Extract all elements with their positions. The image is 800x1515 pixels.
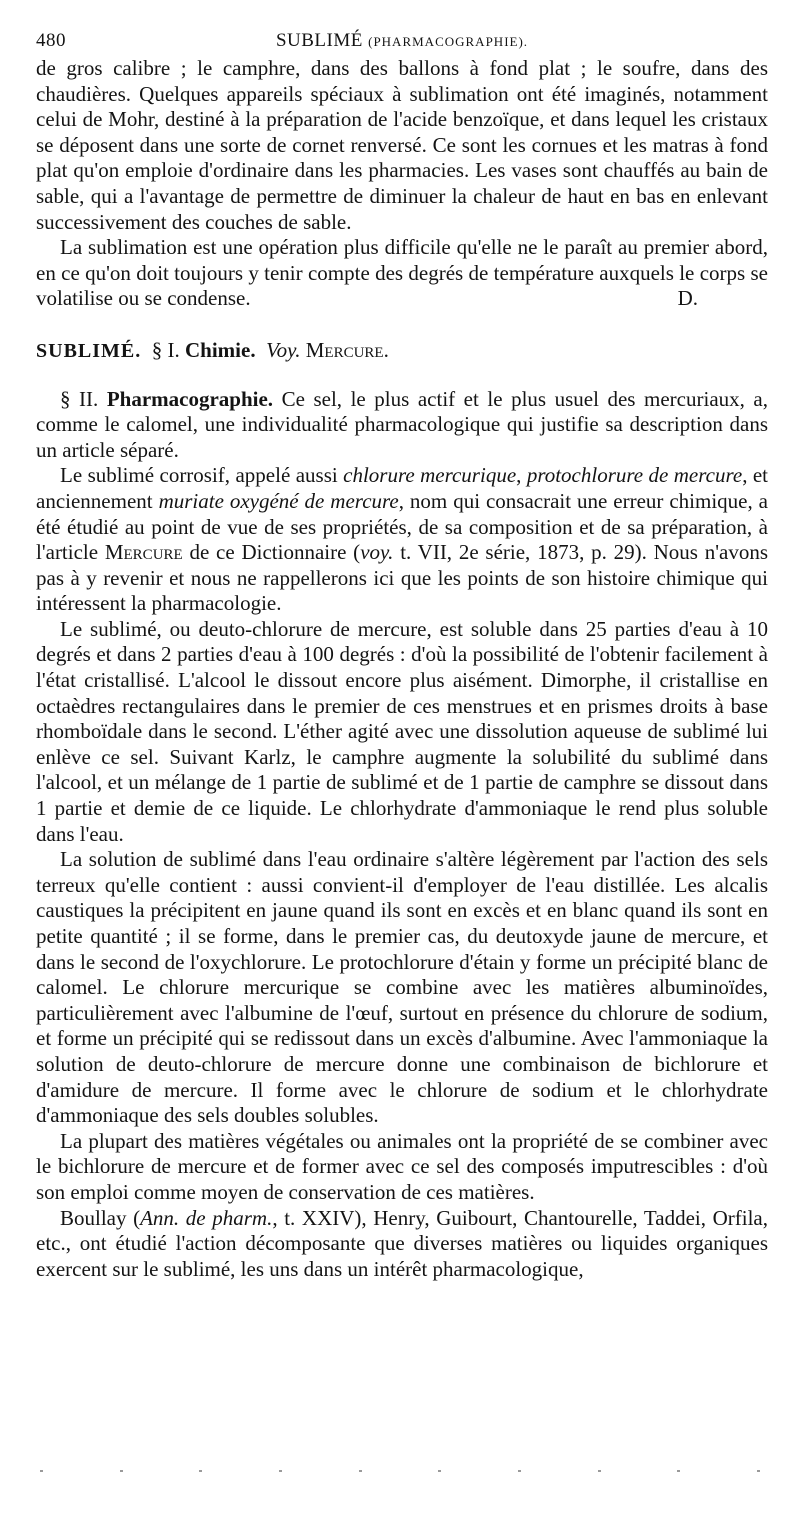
- cross-reference-target: Mercure.: [305, 337, 389, 362]
- scan-dot: [279, 1470, 282, 1472]
- section-title: Pharmacographie.: [106, 386, 274, 411]
- cross-reference-voy: Voy.: [266, 337, 301, 362]
- paragraph-text: Ce sel, le plus actif et le plus usuel des mercuriaux, a, comme le calomel, une individualité pharmacologique qui justifie sa description dans un article séparé.: [36, 386, 768, 462]
- text-run: ,: [516, 463, 522, 488]
- paragraph-text: La sublimation est une opération plus difficile qu'elle ne le paraît au premier abord, en ce qu'on doit toujours y tenir compte des degrés de température auxquels le corps se volatilise ou se condense.: [36, 235, 768, 311]
- running-title: [36, 30, 768, 53]
- scan-dot: [598, 1470, 601, 1472]
- section-number: § II.: [60, 386, 99, 411]
- author-signature: D.: [677, 286, 698, 311]
- text-run: de ce Dictionnaire (: [189, 540, 361, 565]
- section-title: Chimie.: [185, 337, 256, 362]
- running-header: [36, 30, 768, 52]
- page-number: 480: [36, 30, 66, 51]
- section-number: § I.: [151, 337, 180, 362]
- text-run: Le sublimé corrosif, appelé aussi: [60, 463, 338, 488]
- text-run: , et anciennement: [36, 463, 769, 513]
- scan-dot: [438, 1470, 441, 1472]
- footer-scan-marks: [40, 1468, 760, 1474]
- paragraph-solution-reactions: La solution de sublimé dans l'eau ordinaire s'altère légèrement par l'action des sels terreux qu'elle contient : aussi convient-il d'employer de l'eau distillée. Les alcalis caustiques la précipitent en jaune quand ils sont en excès et en blanc quand ils sont en petite quantité ; il se forme, dans le premier cas, du deutoxyde jaune de mercure, et dans le second de l'oxychlorure. Le protochlorure d'étain y forme un précipité blanc de calomel. Le chlorure mercurique se combine avec les matières albuminoïdes, particulièrement avec l'albumine de l'œuf, surtout en présence du chlorure de sodium, et forme un précipité qui se redissout dans un excès d'albumine. Avec l'ammoniaque la solution de deuto-chlorure de mercure donne une combinaison de bichlorure et d'amidure de mercure. Il forme avec le chlorure de sodium et le chlorhydrate d'ammoniaque des sels doubles solubles.: [36, 847, 768, 1128]
- scan-dot: [199, 1470, 202, 1472]
- scan-dot: [757, 1470, 760, 1472]
- text-run: , nom qui consacrait une erreur chimique, a été étudié au point de vue de ses propriétés, de sa composition et de sa préparation, à l'article: [36, 488, 769, 565]
- paragraph-sublimation-vessels: de gros calibre ; le camphre, dans des ballons à fond plat ; le soufre, dans des chaudières. Quelques appareils spéciaux à sublimation ont été imaginés, notamment celui de Mohr, destiné à la préparation de l'acide benzoïque, et dans lequel les cristaux se déposent dans une sorte de cornet renversé. Ce sont les cornues et les matras à fond plat qu'on emploie d'ordinaire dans les pharmacies. Les vases sont chauffés au bain de sable, qui a l'avantage de permettre de diminuer la chaleur de haut en bas en enlevant successivement des couches de sable.: [36, 56, 768, 234]
- text-run: t. VII, 2e série, 1873, p. 29). Nous n'avons pas à y revenir et nous ne rappellerons ici que les points de son histoire chimique qui intéressent la pharmacologie.: [36, 540, 768, 616]
- paragraph-conservation: La plupart des matières végétales ou animales ont la propriété de se combiner avec le bichlorure de mercure et de former avec ce sel des composés imputrescibles : d'où son emploi comme moyen de conservation de ces matières.: [36, 1128, 768, 1204]
- scan-dot: [518, 1470, 521, 1472]
- running-title-main: SUBLIMÉ: [275, 30, 363, 51]
- document-page: [36, 30, 768, 1282]
- scan-dot: [40, 1470, 43, 1472]
- italic-term: chlorure mercurique: [343, 463, 517, 488]
- paragraph-pharmacographie: [36, 387, 768, 464]
- paragraph-sublime-corrosif: [36, 463, 768, 617]
- scan-dot: [677, 1470, 680, 1472]
- running-title-sub: (PHARMACOGRAPHIE).: [368, 34, 529, 49]
- text-run: , t. XXIV), Henry, Guibourt, Chantourelle, Taddei, Orfila, etc., ont étudié l'action décomposante que diverses matières ou liquides organiques exercent sur le sublimé, les uns dans un intérêt pharmacologique,: [36, 1205, 768, 1281]
- paragraph-boullay: [36, 1206, 768, 1283]
- paragraph-solubility: Le sublimé, ou deuto-chlorure de mercure, est soluble dans 25 parties d'eau à 10 degrés et dans 2 parties d'eau à 100 degrés : d'où la possibilité de l'obtenir facilement à l'état cristallisé. L'alcool le dissout encore plus aisément. Dimorphe, il cristallise en octaèdres rectangulaires dans le premier de ces menstrues et en prismes droits à base rhomboïdale dans le second. L'éther agité avec une dissolution aqueuse de sublimé lui enlève ce sel. Suivant Karlz, le camphre augmente la solubilité du sublimé dans l'alcool, et un mélange de 1 partie de sublimé et de 1 partie de camphre se dissout dans 1 partie et demie de ce liquide. Le chlorhydrate d'ammoniaque le rend plus soluble dans l'eau.: [36, 616, 768, 846]
- italic-term: muriate oxygéné de mercure: [158, 488, 399, 513]
- small-caps-reference: Mercure: [104, 540, 183, 565]
- scan-dot: [120, 1470, 123, 1472]
- italic-term: protochlorure de mercure: [526, 463, 743, 488]
- italic-citation: Ann. de pharm.: [140, 1205, 273, 1230]
- scan-dot: [359, 1470, 362, 1472]
- dictionary-entry-heading: [36, 338, 768, 365]
- italic-term: voy.: [360, 540, 394, 565]
- entry-headword: SUBLIMÉ.: [36, 339, 142, 362]
- text-run: Boullay (: [60, 1205, 141, 1230]
- paragraph-sublimation-difficulty: [36, 235, 768, 312]
